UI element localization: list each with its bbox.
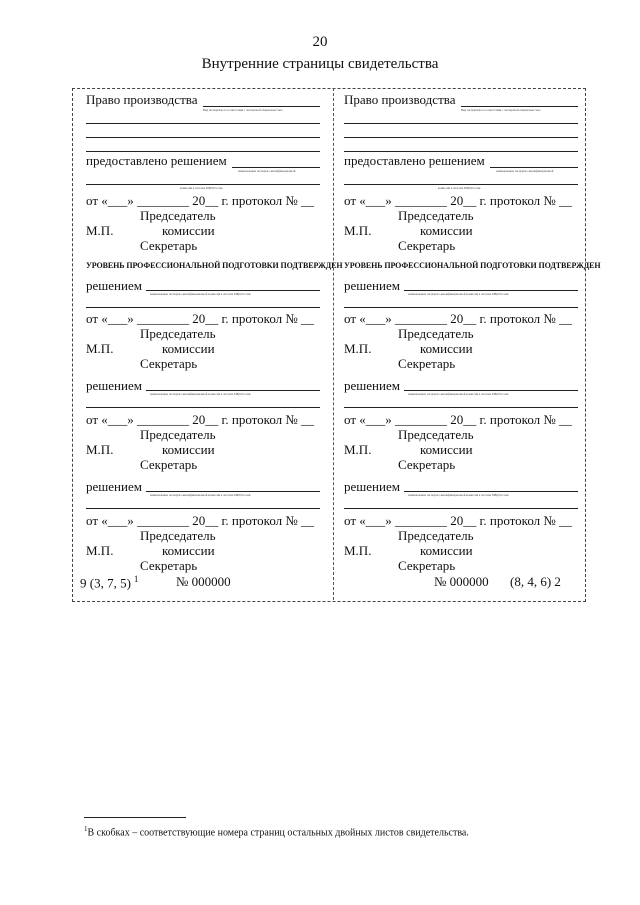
- date-protocol: от «___» ________ 20__ г. протокол № __: [344, 193, 573, 208]
- decision-label: решением: [344, 278, 400, 293]
- commission-line-2: [86, 184, 320, 185]
- page-divider: [333, 88, 334, 600]
- seal-label: М.П.: [86, 341, 114, 356]
- secretary-label: Секретарь: [398, 356, 456, 371]
- chairman-label: Председатель: [140, 528, 216, 543]
- blank-line: [344, 307, 578, 308]
- commission-label: комиссии: [420, 223, 473, 238]
- decision-label: решением: [86, 479, 142, 494]
- decision-label: решением: [344, 479, 400, 494]
- commission-label: комиссии: [162, 223, 215, 238]
- date-protocol: от «___» ________ 20__ г. протокол № __: [86, 311, 315, 326]
- decision-line: [146, 491, 320, 492]
- decision-label: решением: [344, 378, 400, 393]
- seal-label: М.П.: [344, 543, 372, 558]
- commission-line-2: [344, 184, 578, 185]
- secretary-label: Секретарь: [398, 558, 456, 573]
- secretary-label: Секретарь: [140, 356, 198, 371]
- footnote-separator: [84, 817, 186, 818]
- chairman-label: Председатель: [140, 427, 216, 442]
- chairman-label: Председатель: [398, 528, 474, 543]
- blank-line: [86, 307, 320, 308]
- decision-hint: наименование экспертно-квалификационной комиссии в системе МВД России: [150, 292, 251, 296]
- chairman-label: Председатель: [140, 208, 216, 223]
- commission-label: комиссии: [420, 543, 473, 558]
- chairman-label: Председатель: [398, 326, 474, 341]
- commission-line: [490, 167, 578, 168]
- page-title: Внутренние страницы свидетельства: [201, 56, 439, 72]
- commission-label: комиссии: [420, 341, 473, 356]
- blank-line: [86, 137, 320, 138]
- decision-hint: наименование экспертно-квалификационной комиссии в системе МВД России: [150, 392, 251, 396]
- commission-hint: наименование экспертно-квалификационной: [238, 169, 296, 173]
- right-page-numbers: (8, 4, 6) 2: [510, 574, 561, 589]
- date-protocol: от «___» ________ 20__ г. протокол № __: [344, 412, 573, 427]
- date-protocol: от «___» ________ 20__ г. протокол № __: [86, 412, 315, 427]
- secretary-label: Секретарь: [140, 558, 198, 573]
- commission-line: [232, 167, 320, 168]
- decision-label: решением: [86, 278, 142, 293]
- date-protocol: от «___» ________ 20__ г. протокол № __: [86, 193, 315, 208]
- decision-line: [404, 491, 578, 492]
- date-protocol: от «___» ________ 20__ г. протокол № __: [86, 513, 315, 528]
- seal-label: М.П.: [344, 223, 372, 238]
- footnote: $^1$В скобках – соответствующие номера страниц остальных двойных листов свидетельства.: [84, 825, 469, 839]
- blank-line: [344, 508, 578, 509]
- blank-line: [86, 508, 320, 509]
- seal-label: М.П.: [86, 442, 114, 457]
- commission-label: комиссии: [420, 442, 473, 457]
- page-number: 20: [312, 34, 328, 50]
- date-protocol: от «___» ________ 20__ г. протокол № __: [344, 513, 573, 528]
- secretary-label: Секретарь: [140, 238, 198, 253]
- commission-label: комиссии: [162, 341, 215, 356]
- blank-line: [344, 151, 578, 152]
- right-certificate-number: № 000000: [434, 574, 489, 589]
- decision-line: [146, 290, 320, 291]
- secretary-label: Секретарь: [398, 238, 456, 253]
- decision-line: [404, 390, 578, 391]
- expertise-line: [203, 106, 320, 107]
- granted-label: предоставлено решением: [344, 153, 485, 168]
- secretary-label: Секретарь: [398, 457, 456, 472]
- expertise-hint: Вид экспертизы в соответствии с экспертной специальностью: [461, 108, 541, 112]
- left-page-numbers: 9 (3, 7, 5) $^1$: [80, 574, 139, 591]
- level-confirmed-heading: УРОВЕНЬ ПРОФЕССИОНАЛЬНОЙ ПОДГОТОВКИ ПОДТВЕРЖДЕН: [86, 261, 343, 270]
- blank-line: [86, 407, 320, 408]
- blank-line: [86, 123, 320, 124]
- level-confirmed-heading: УРОВЕНЬ ПРОФЕССИОНАЛЬНОЙ ПОДГОТОВКИ ПОДТВЕРЖДЕН: [344, 261, 601, 270]
- commission-hint: наименование экспертно-квалификационной: [496, 169, 554, 173]
- decision-line: [146, 390, 320, 391]
- blank-line: [344, 407, 578, 408]
- expertise-line: [461, 106, 578, 107]
- seal-label: М.П.: [344, 442, 372, 457]
- decision-hint: наименование экспертно-квалификационной комиссии в системе МВД России: [408, 392, 509, 396]
- seal-label: М.П.: [86, 543, 114, 558]
- commission-label: комиссии: [162, 442, 215, 457]
- chairman-label: Председатель: [398, 427, 474, 442]
- expertise-hint: Вид экспертизы в соответствии с экспертной специальностью: [203, 108, 283, 112]
- seal-label: М.П.: [86, 223, 114, 238]
- blank-line: [344, 123, 578, 124]
- decision-line: [404, 290, 578, 291]
- left-certificate-number: № 000000: [176, 574, 231, 589]
- decision-hint: наименование экспертно-квалификационной комиссии в системе МВД России: [150, 493, 251, 497]
- seal-label: М.П.: [344, 341, 372, 356]
- date-protocol: от «___» ________ 20__ г. протокол № __: [344, 311, 573, 326]
- blank-line: [344, 137, 578, 138]
- commission-label: комиссии: [162, 543, 215, 558]
- commission-hint-tail: комиссии в системе МВД России: [180, 186, 223, 190]
- chairman-label: Председатель: [398, 208, 474, 223]
- granted-label: предоставлено решением: [86, 153, 227, 168]
- secretary-label: Секретарь: [140, 457, 198, 472]
- right-to-produce-label: Право производства: [344, 92, 456, 107]
- right-to-produce-label: Право производства: [86, 92, 198, 107]
- blank-line: [86, 151, 320, 152]
- chairman-label: Председатель: [140, 326, 216, 341]
- commission-hint-tail: комиссии в системе МВД России: [438, 186, 481, 190]
- decision-hint: наименование экспертно-квалификационной комиссии в системе МВД России: [408, 292, 509, 296]
- decision-hint: наименование экспертно-квалификационной комиссии в системе МВД России: [408, 493, 509, 497]
- decision-label: решением: [86, 378, 142, 393]
